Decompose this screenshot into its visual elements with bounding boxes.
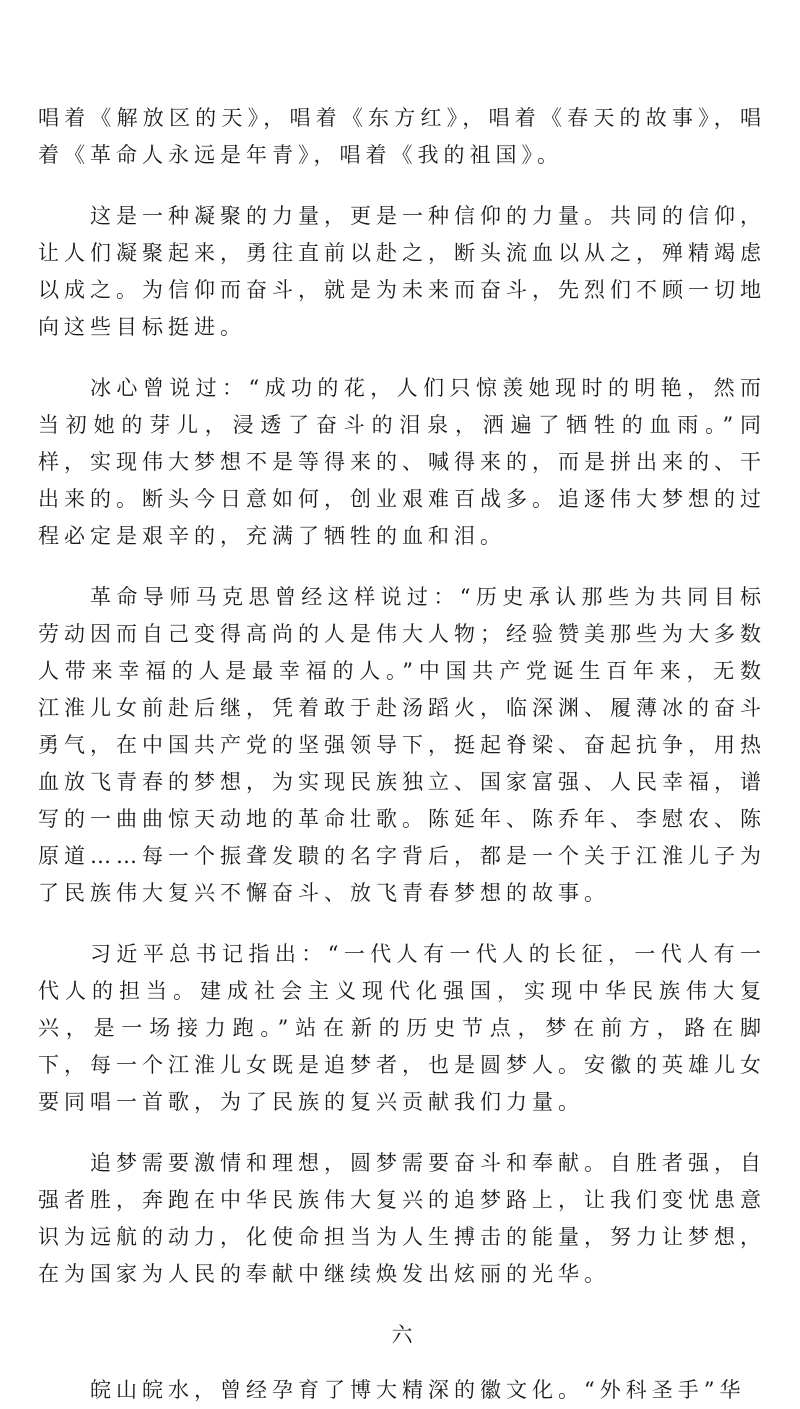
paragraph-dream: 追梦需要激情和理想，圆梦需要奋斗和奉献。自胜者强，自强者胜，奔跑在中华民族伟大复兴的追梦路上，让我们变忧患意识为远航的动力，化使命担当为人生搏击的能量，努力让梦想，在为国家为人民的奉献中继续焕发出炫丽的光华。 [38, 1151, 766, 1286]
paragraph-marx: 革命导师马克思曾经这样说过：“历史承认那些为共同目标劳动因而自己变得高尚的人是伟大人物；经验赞美那些为大多数人带来幸福的人是最幸福的人。”中国共产党诞生百年来，无数江淮儿女前赴后继，凭着敢于赴汤蹈火，临深渊、履薄冰的奋斗勇气，在中国共产党的坚强领导下，挺起脊梁、奋起抗争，用热血放飞青春的梦想，为实现民族独立、国家富强、人民幸福，谱写的一曲曲惊天动地的革命壮歌。陈延年、陈乔年、李慰农、陈原道……每一个振聋发聩的名字背后，都是一个关于江淮儿子为了民族伟大复兴不懈奋斗、放飞青春梦想的故事。 [38, 585, 766, 905]
paragraph-songs: 唱着《解放区的天》，唱着《东方红》，唱着《春天的故事》，唱着《革命人永远是年青》，唱着《我的祖国》。 [38, 106, 766, 167]
paragraph-bingxin: 冰心曾说过：“成功的花，人们只惊羡她现时的明艳，然而当初她的芽儿，浸透了奋斗的泪泉，洒遍了牺牲的血雨。”同样，实现伟大梦想不是等得来的、喊得来的，而是拼出来的、干出来的。断头今日意如何，创业艰难百战多。追逐伟大梦想的过程必定是艰辛的，充满了牺牲的血和泪。 [38, 376, 766, 548]
section-heading: 六 [391, 1323, 413, 1347]
paragraph-xi: 习近平总书记指出：“一代人有一代人的长征，一代人有一代人的担当。建成社会主义现代化强国，实现中华民族伟大复兴，是一场接力跑。”站在新的历史节点，梦在前方，路在脚下，每一个江淮儿女既是追梦者，也是圆梦人。安徽的英雄儿女要同唱一首歌，为了民族的复兴贡献我们力量。 [38, 942, 766, 1114]
paragraph-belief: 这是一种凝聚的力量，更是一种信仰的力量。共同的信仰，让人们凝聚起来，勇往直前以赴之，断头流血以从之，殚精竭虑以成之。为信仰而奋斗，就是为未来而奋斗，先烈们不顾一切地向这些目标挺进。 [38, 204, 766, 339]
paragraph-huizhou: 皖山皖水，曾经孕育了博大精深的徽文化。“外科圣手”华 [90, 1378, 746, 1402]
document-page [38, 100, 766, 1409]
